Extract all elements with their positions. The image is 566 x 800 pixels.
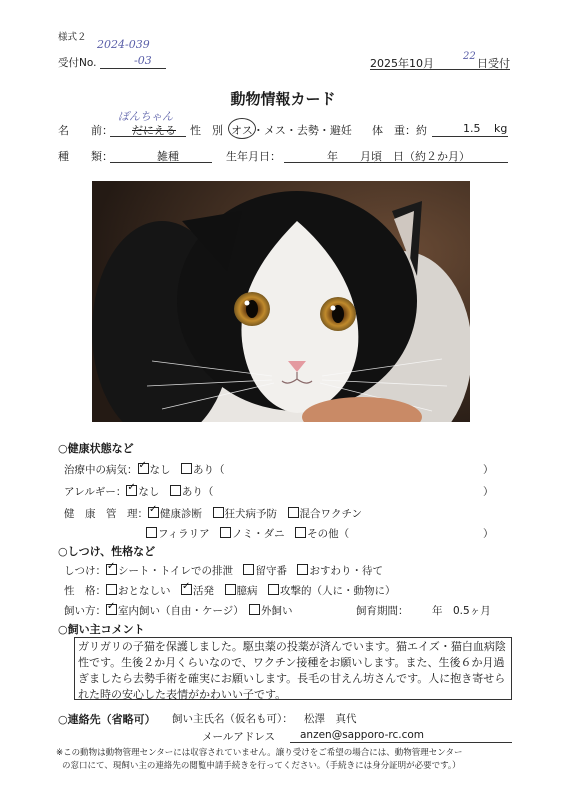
active-label: 活発 bbox=[193, 585, 214, 597]
breed-label: 種 類： bbox=[58, 150, 113, 163]
period-value: 年 0.5ヶ月 bbox=[432, 605, 491, 617]
sex-label: 性 別 bbox=[190, 124, 223, 137]
allergy-label: アレルギー： bbox=[64, 486, 127, 498]
checkup-label: 健康診断 bbox=[160, 508, 202, 520]
disease-yes-checkbox[interactable] bbox=[181, 463, 192, 474]
disease-close: ） bbox=[483, 464, 494, 476]
other-close: ） bbox=[483, 528, 494, 540]
other-checkbox[interactable] bbox=[295, 527, 306, 538]
birthdate-value: 年 月頃 日（約２か月） bbox=[327, 150, 470, 163]
allergy-close: ） bbox=[483, 486, 494, 498]
rabies-label: 狂犬病予防 bbox=[224, 508, 277, 520]
filaria-checkbox[interactable] bbox=[146, 527, 157, 538]
gentle-checkbox[interactable] bbox=[106, 584, 117, 595]
flea-label: ノミ・ダニ bbox=[232, 528, 285, 540]
period-label: 飼育期間： bbox=[356, 605, 409, 617]
sex-options: オス・メス・去勢・避妊 bbox=[231, 124, 352, 137]
footnote-line2: の窓口にて、現飼い主の連絡先の閲覧申請手続きを行ってください。（手続きには身分証明が必要です。） bbox=[62, 761, 461, 771]
form-type: 様式２ bbox=[58, 32, 87, 43]
personality-row bbox=[64, 583, 396, 598]
health-mgmt-row bbox=[64, 506, 362, 521]
kitten-photo bbox=[92, 181, 470, 422]
owner-name-value: 松澤 真代 bbox=[304, 713, 357, 725]
disease-yes-label: あり（ bbox=[193, 464, 225, 476]
discipline-label: しつけ： bbox=[64, 565, 106, 577]
disease-none-label: なし bbox=[149, 464, 171, 476]
checkup-checkbox[interactable] bbox=[148, 507, 159, 518]
allergy-row bbox=[64, 484, 213, 499]
house-sit-checkbox[interactable] bbox=[243, 564, 254, 575]
indoor-label: 室内飼い（自由・ケージ） bbox=[118, 605, 239, 617]
contact-section-title: ○連絡先（省略可） bbox=[58, 713, 156, 726]
reception-suffix: 日受付 bbox=[477, 57, 510, 70]
email-label: メールアドレス bbox=[202, 731, 275, 743]
toilet-checkbox[interactable] bbox=[106, 564, 117, 575]
footnote-line1: ※この動物は動物管理センターには収容されていません。譲り受けをご希望の場合には、動物管理センター bbox=[56, 748, 463, 758]
health-mgmt-row2 bbox=[146, 526, 349, 541]
vaccine-label: 混合ワクチン bbox=[299, 508, 362, 520]
email-value: anzen@sapporo-rc.com bbox=[300, 729, 424, 741]
outdoor-label: 外飼い bbox=[261, 605, 293, 617]
discipline-row bbox=[64, 563, 383, 578]
weight-label: 体 重：約 bbox=[372, 124, 427, 137]
reception-year-month: 2025年10月 bbox=[370, 57, 434, 70]
timid-checkbox[interactable] bbox=[225, 584, 236, 595]
gentle-label: おとなしい bbox=[118, 585, 171, 597]
active-checkbox[interactable] bbox=[181, 584, 192, 595]
weight-unit: kg bbox=[494, 122, 508, 135]
health-mgmt-label: 健 康 管 理： bbox=[64, 508, 148, 520]
sit-wait-checkbox[interactable] bbox=[297, 564, 308, 575]
reception-no-label: 受付No. bbox=[58, 57, 97, 69]
disease-none-checkbox[interactable] bbox=[138, 463, 149, 474]
keeping-label: 飼い方： bbox=[64, 605, 106, 617]
page-title: 動物情報カード bbox=[230, 90, 336, 108]
disease-row bbox=[64, 462, 225, 477]
reception-day: 22 bbox=[463, 51, 476, 62]
toilet-label: シート・トイレでの排泄 bbox=[118, 565, 233, 577]
aggressive-checkbox[interactable] bbox=[268, 584, 279, 595]
allergy-none-label: なし bbox=[138, 486, 160, 498]
flea-checkbox[interactable] bbox=[220, 527, 231, 538]
allergy-yes-checkbox[interactable] bbox=[170, 485, 181, 496]
training-section-title: ○しつけ、性格など bbox=[58, 545, 156, 558]
aggressive-label: 攻撃的（人に・動物に） bbox=[280, 585, 396, 597]
birthdate-label: 生年月日： bbox=[226, 150, 281, 163]
vaccine-checkbox[interactable] bbox=[288, 507, 299, 518]
weight-value: 1.5 bbox=[463, 122, 481, 135]
rabies-checkbox[interactable] bbox=[213, 507, 224, 518]
allergy-yes-label: あり（ bbox=[181, 486, 214, 498]
breed-value: 雑種 bbox=[157, 150, 179, 163]
health-section-title: ○健康状態など bbox=[58, 442, 134, 455]
timid-label: 臆病 bbox=[236, 585, 258, 597]
comment-section-title: ○飼い主コメント bbox=[58, 623, 145, 636]
handwritten-id-bottom: -03 bbox=[134, 54, 152, 67]
name-handwritten: ぽんちゃん bbox=[118, 110, 173, 123]
personality-label: 性 格： bbox=[64, 585, 106, 597]
name-label: 名 前： bbox=[58, 124, 113, 137]
filaria-label: フィラリア bbox=[158, 528, 210, 540]
outdoor-checkbox[interactable] bbox=[249, 604, 260, 615]
other-label: その他（ bbox=[307, 528, 350, 540]
owner-comment: ガリガリの子猫を保護しました。駆虫薬の投薬が済んでいます。猫エイズ・猫白血病陰性です。生後２か月くらいなので、ワクチン接種をお願いします。また、生後６か月過ぎましたら去勢手術を確実にお願いします。長毛の甘えん坊さんです。人に抱き寄せられた時の安心した表情がかわいい子です。 bbox=[74, 637, 512, 700]
allergy-none-checkbox[interactable] bbox=[126, 485, 137, 496]
keeping-row bbox=[64, 603, 293, 618]
house-sit-label: 留守番 bbox=[255, 565, 287, 577]
name-struck: だにえる bbox=[132, 124, 176, 137]
handwritten-id-top: 2024-039 bbox=[97, 38, 150, 51]
disease-label: 治療中の病気： bbox=[64, 464, 138, 476]
owner-name-label: 飼い主氏名（仮名も可）： bbox=[172, 713, 293, 725]
sit-wait-label: おすわり・待て bbox=[309, 565, 383, 577]
indoor-checkbox[interactable] bbox=[106, 604, 117, 615]
